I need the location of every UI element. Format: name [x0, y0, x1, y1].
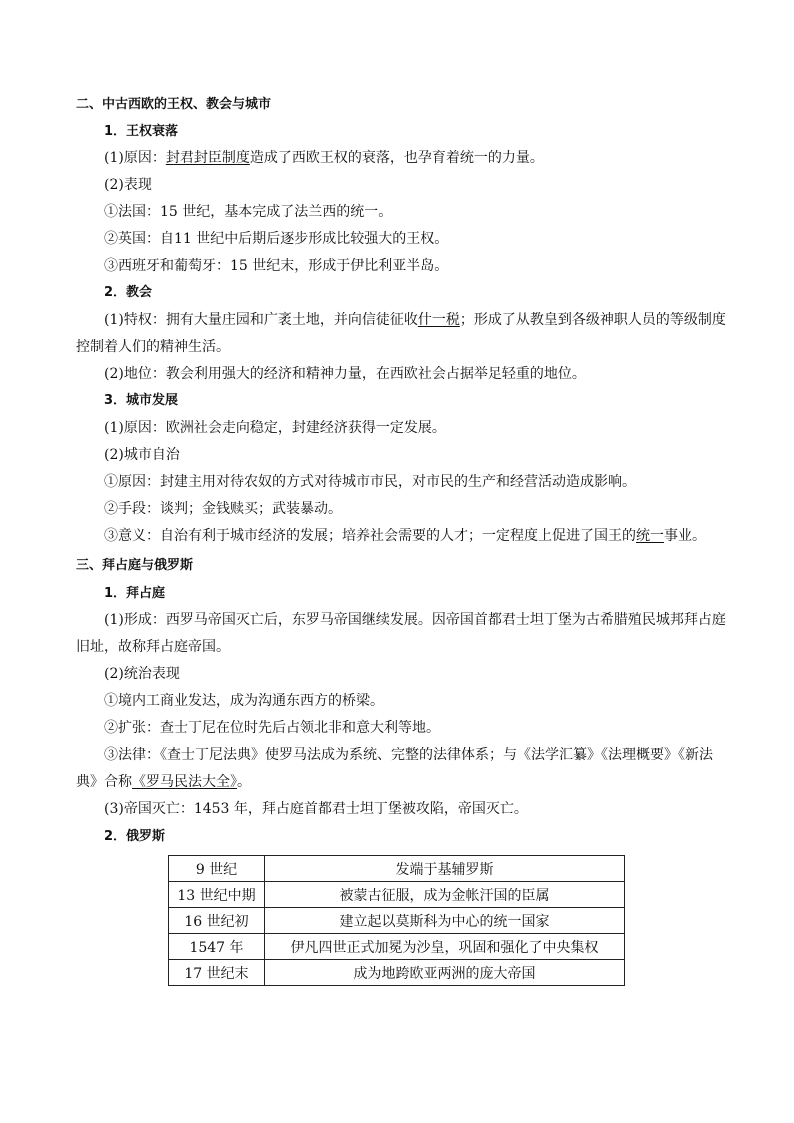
- russia-history-table: [168, 855, 625, 986]
- table-row: [169, 960, 625, 986]
- table-row: [169, 934, 625, 960]
- underlined-term: 《罗马民法大全》: [132, 774, 237, 790]
- paragraph-line: 旧址，故称拜占庭帝国。: [76, 639, 230, 655]
- table-cell-period: 1547 年: [169, 934, 265, 960]
- paragraph-line: (1)原因：封君封臣制度造成了西欧王权的衰落，也孕育着统一的力量。: [104, 150, 544, 166]
- paragraph-line: (1)原因：欧洲社会走向稳定，封建经济获得一定发展。: [104, 420, 446, 436]
- underlined-term: 封君封臣制度: [165, 150, 250, 166]
- paragraph-line: (1)特权：拥有大量庄园和广袤土地，并向信徒征收什一税；形成了从教皇到各级神职人员的等级制度: [104, 312, 726, 328]
- subsection-heading: 1．王权衰落: [104, 124, 179, 139]
- table-cell-event: 成为地跨欧亚两洲的庞大帝国: [265, 960, 625, 986]
- underlined-term: 什一税: [417, 312, 460, 328]
- paragraph-line: (2)城市自治: [104, 447, 180, 463]
- section-heading: 三、拜占庭与俄罗斯: [76, 558, 194, 573]
- subsection-heading: 2．教会: [104, 285, 153, 300]
- paragraph-line: ③西班牙和葡萄牙：15 世纪末，形成于伊比利亚半岛。: [104, 258, 449, 274]
- table-cell-period: 16 世纪初: [169, 908, 265, 934]
- paragraph-line: ①境内工商业发达，成为沟通东西方的桥梁。: [104, 693, 384, 709]
- table-cell-event: 伊凡四世正式加冕为沙皇，巩固和强化了中央集权: [265, 934, 625, 960]
- paragraph-line: (2)统治表现: [104, 666, 180, 682]
- table-cell-event: 被蒙古征服，成为金帐汗国的臣属: [265, 882, 625, 908]
- paragraph-line: (1)形成：西罗马帝国灭亡后，东罗马帝国继续发展。因帝国首都君士坦丁堡为古希腊殖民城邦拜占庭: [104, 612, 726, 628]
- paragraph-line: ③法律：《查士丁尼法典》使罗马法成为系统、完整的法律体系；与《法学汇纂》《法理概要》《新法: [104, 747, 713, 763]
- subsection-heading: 3．城市发展: [104, 393, 179, 408]
- paragraph-line: ②手段：谈判；金钱赎买；武装暴动。: [104, 501, 342, 517]
- paragraph-line: ③意义：自治有利于城市经济的发展；培养社会需要的人才；一定程度上促进了国王的统一事业。: [104, 528, 706, 544]
- paragraph-line: (2)表现: [104, 177, 152, 193]
- table-row: [169, 908, 625, 934]
- table-cell-period: 17 世纪末: [169, 960, 265, 986]
- subsection-heading: 1．拜占庭: [104, 586, 166, 601]
- paragraph-line: ①法国：15 世纪，基本完成了法兰西的统一。: [104, 204, 393, 220]
- paragraph-line: 控制着人们的精神生活。: [76, 339, 230, 355]
- table-cell-period: 13 世纪中期: [169, 882, 265, 908]
- table-cell-event: 发端于基辅罗斯: [265, 856, 625, 882]
- paragraph-line: ②英国：自11 世纪中后期后逐步形成比较强大的王权。: [104, 231, 449, 247]
- section-heading: 二、中古西欧的王权、教会与城市: [76, 97, 272, 112]
- table-row: [169, 856, 625, 882]
- paragraph-line: ②扩张：查士丁尼在位时先后占领北非和意大利等地。: [104, 720, 440, 736]
- underlined-term: 统一: [636, 528, 664, 544]
- table-cell-event: 建立起以莫斯科为中心的统一国家: [265, 908, 625, 934]
- paragraph-line: (2)地位：教会利用强大的经济和精神力量，在西欧社会占据举足轻重的地位。: [104, 366, 586, 382]
- paragraph-line: ①原因：封建主用对待农奴的方式对待城市市民，对市民的生产和经营活动造成影响。: [104, 474, 636, 490]
- paragraph-line: (3)帝国灭亡：1453 年，拜占庭首都君士坦丁堡被攻陷，帝国灭亡。: [104, 801, 528, 817]
- paragraph-line: 典》合称《罗马民法大全》。: [76, 774, 251, 790]
- subsection-heading: 2．俄罗斯: [104, 829, 166, 844]
- table-row: [169, 882, 625, 908]
- table-cell-period: 9 世纪: [169, 856, 265, 882]
